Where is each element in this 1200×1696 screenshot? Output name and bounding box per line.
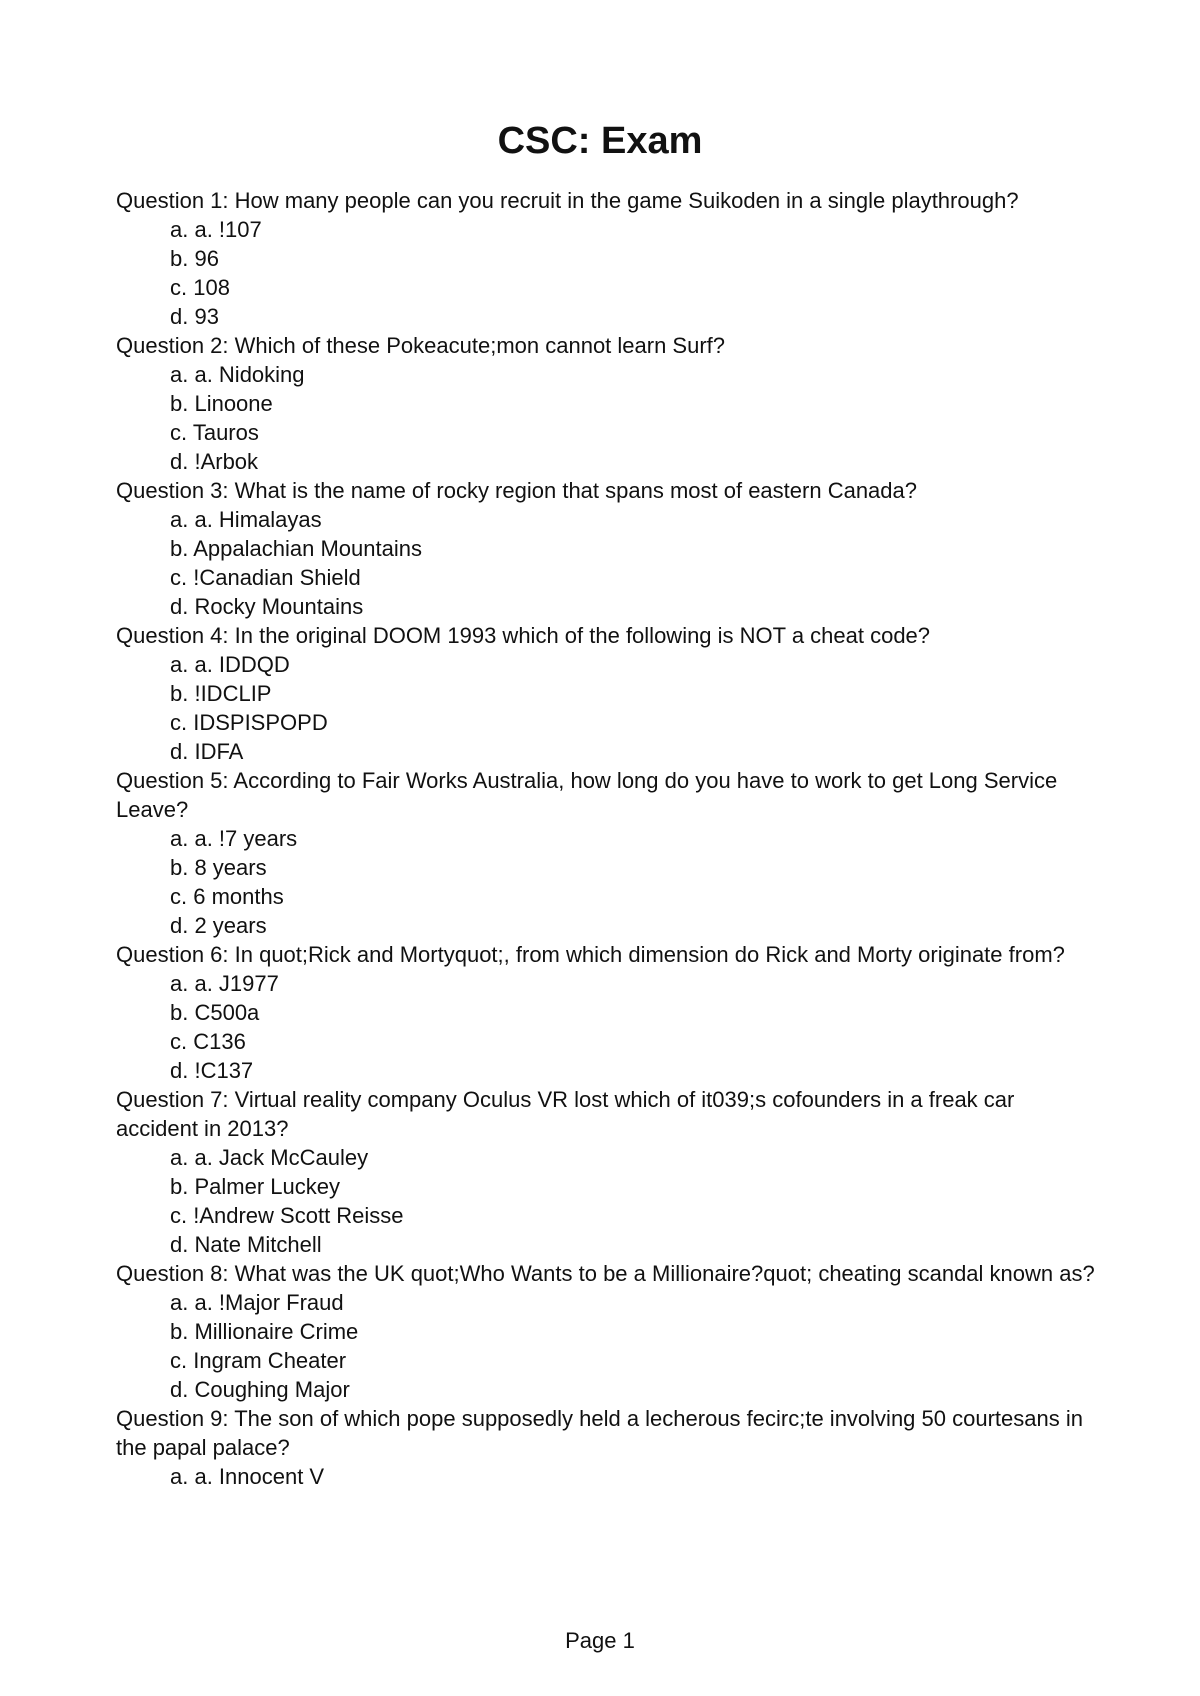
answer-option: a. a. Nidoking (170, 362, 305, 387)
answer-option: b. 96 (170, 246, 219, 271)
answer-options (116, 1462, 1096, 1491)
answer-option: c. 6 months (170, 884, 284, 909)
question-2 (116, 331, 1096, 476)
question-9 (116, 1404, 1096, 1491)
answer-option: b. 8 years (170, 855, 267, 880)
question-5 (116, 766, 1096, 940)
answer-option: d. !C137 (170, 1058, 254, 1083)
answer-option: d. Nate Mitchell (170, 1232, 322, 1257)
question-3 (116, 476, 1096, 621)
answer-options (116, 824, 1096, 940)
page-title: CSC: Exam (497, 120, 703, 162)
question-text: Question 1: How many people can you recruit in the game Suikoden in a single playthrough? (116, 188, 1019, 213)
question-1 (116, 186, 1096, 331)
answer-option: d. Coughing Major (170, 1377, 350, 1402)
answer-option: c. !Andrew Scott Reisse (170, 1203, 404, 1228)
answer-option: b. Palmer Luckey (170, 1174, 340, 1199)
answer-option: b. Appalachian Mountains (170, 536, 422, 561)
answer-options (116, 360, 1096, 476)
answer-option: a. a. !107 (170, 217, 262, 242)
answer-option: b. Linoone (170, 391, 273, 416)
answer-option: d. !Arbok (170, 449, 259, 474)
answer-option: a. a. IDDQD (170, 652, 290, 677)
answer-options (116, 1143, 1096, 1259)
answer-option: c. Tauros (170, 420, 259, 445)
answer-option: c. 108 (170, 275, 230, 300)
question-text: Question 3: What is the name of rocky region that spans most of eastern Canada? (116, 478, 917, 503)
answer-options (116, 505, 1096, 621)
answer-option: d. IDFA (170, 739, 244, 764)
answer-option: c. Ingram Cheater (170, 1348, 347, 1373)
answer-option: a. a. !Major Fraud (170, 1290, 344, 1315)
question-8 (116, 1259, 1096, 1404)
question-text: Question 6: In quot;Rick and Mortyquot;, from which dimension do Rick and Morty originate from? (116, 942, 1065, 967)
question-list (116, 186, 1096, 1491)
answer-options (116, 969, 1096, 1085)
answer-option: a. a. J1977 (170, 971, 279, 996)
answer-option: d. 2 years (170, 913, 267, 938)
answer-option: c. C136 (170, 1029, 246, 1054)
question-text: Question 7: Virtual reality company Oculus VR lost which of it039;s cofounders in a freak car accident in 2013? (116, 1087, 1015, 1141)
question-text: Question 8: What was the UK quot;Who Wants to be a Millionaire?quot; cheating scandal known as? (116, 1261, 1095, 1286)
question-text: Question 5: According to Fair Works Australia, how long do you have to work to get Long Service Leave? (116, 768, 1058, 822)
question-4 (116, 621, 1096, 766)
answer-option: a. a. Jack McCauley (170, 1145, 369, 1170)
answer-options (116, 1288, 1096, 1404)
question-text: Question 2: Which of these Pokeacute;mon cannot learn Surf? (116, 333, 726, 358)
page-number: Page 1 (565, 1628, 635, 1653)
answer-options (116, 215, 1096, 331)
question-6 (116, 940, 1096, 1085)
answer-options (116, 650, 1096, 766)
answer-option: b. !IDCLIP (170, 681, 272, 706)
answer-option: a. a. Innocent V (170, 1464, 325, 1489)
answer-option: a. a. !7 years (170, 826, 298, 851)
answer-option: a. a. Himalayas (170, 507, 322, 532)
answer-option: d. 93 (170, 304, 219, 329)
question-text: Question 9: The son of which pope supposedly held a lecherous fecirc;te involving 50 courtesans in the papal palace? (116, 1406, 1083, 1460)
question-text: Question 4: In the original DOOM 1993 which of the following is NOT a cheat code? (116, 623, 931, 648)
answer-option: c. !Canadian Shield (170, 565, 361, 590)
answer-option: c. IDSPISPOPD (170, 710, 328, 735)
answer-option: b. C500a (170, 1000, 260, 1025)
answer-option: d. Rocky Mountains (170, 594, 364, 619)
answer-option: b. Millionaire Crime (170, 1319, 359, 1344)
question-7 (116, 1085, 1096, 1259)
